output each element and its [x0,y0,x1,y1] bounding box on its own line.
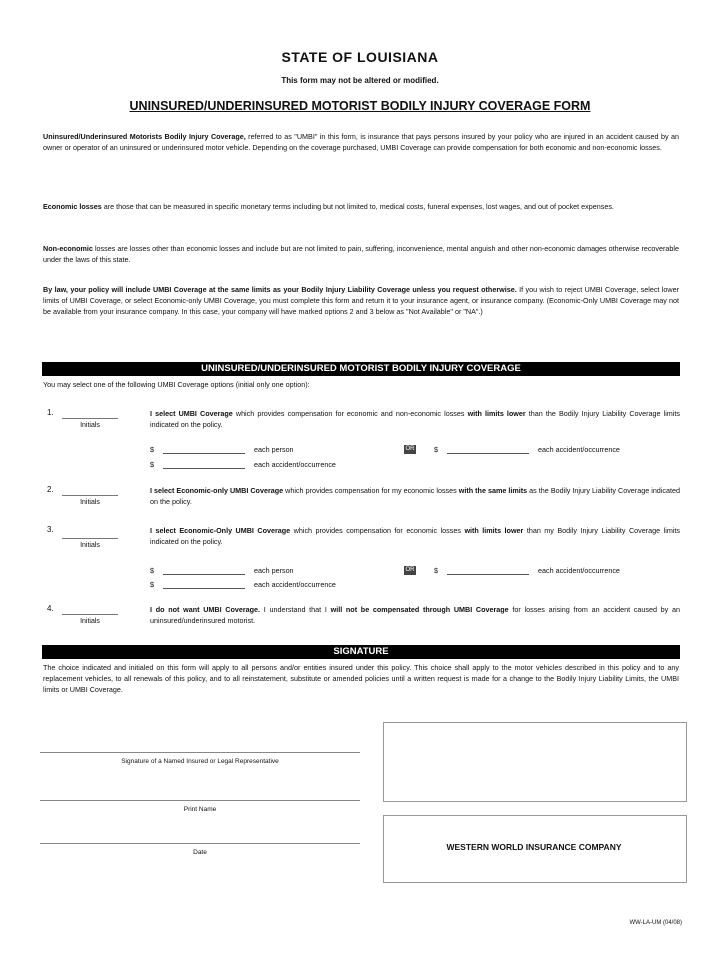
opt1-each-accident-label-a: each accident/occurrence [538,445,620,454]
intro-paragraph-economic [43,201,679,212]
option-1-initials-label: Initials [80,422,100,429]
opt1-dollar-person: $ [150,445,154,454]
opt1-each-accident-label-b: each accident/occurrence [254,460,336,469]
intro-paragraph-noneconomic [43,243,679,265]
opt3-or-marker: OR [405,567,415,573]
opt3-each-accident-field-a[interactable] [447,566,529,575]
opt1-each-person-field[interactable] [163,445,245,454]
intro-umbi-bold: Uninsured/Underinsured Motorists Bodily Injury Coverage, [43,132,246,141]
by-law-text: If you wish to reject UMBI Coverage, select lower limits of UMBI Coverage, or select Economic-only UMBI Coverage, you must complete this form and return it to your insurance agent, or insurance company. (Economic-Only UMBI Coverage may not be available from your insurance company. In this case, your company will have marked options 2 and 3 below as "Not Available" or "NA".) [43,285,679,316]
option-1-text: I select UMBI Coverage which provides compensation for economic and non-economic losses with limits lower than the Bodily Injury Liability Coverage limits indicated on the policy. [150,409,680,429]
opt3-each-accident-label-a: each accident/occurrence [538,566,620,575]
signature-line[interactable] [40,752,360,753]
opt3-dollar-person: $ [150,566,154,575]
option-2-text: I select Economic-only UMBI Coverage which provides compensation for my economic losses with the same limits as the Bodily Injury Liability Coverage indicated on the policy. [150,486,680,506]
opt3-each-accident-label-b: each accident/occurrence [254,580,336,589]
option-2-initials-label: Initials [80,499,100,506]
noneconomic-bold: Non-economic [43,244,93,253]
intro-paragraph-umbi [43,131,679,153]
option-4-initial-line[interactable] [62,614,118,615]
intro-paragraph-by-law [43,284,679,317]
date-label: Date [193,849,207,856]
option-2-initial-line[interactable] [62,495,118,496]
opt3-each-person-label: each person [254,566,294,575]
signature-paragraph: The choice indicated and initialed on this form will apply to all persons and/or entities insured under this policy. This choice shall apply to the motor vehicles described in this policy and to any replacement vehicles, to all renewals of this policy, and to all reinstatement, substitute or amended policies until a written request is made for a change to the Bodily Injury Liability Limits, the UMBI limits or UMBI Coverage. [43,663,679,694]
option-3-initials-label: Initials [80,542,100,549]
option-1-initial-line[interactable] [62,418,118,419]
opt3-dollar-accident: $ [434,566,438,575]
opt1-or-marker: OR [405,446,415,452]
opt3-dollar-accident-b: $ [150,580,154,589]
coverage-instruction: You may select one of the following UMBI Coverage options (initial only one option): [43,380,310,389]
intro-umbi-text: referred to as "UMBI" in this form, is insurance that pays persons insured by your policy who are injured in an accident caused by an owner or operator of an uninsured or underinsured motor vehicle. Depending on the coverage purchased, UMBI Coverage can provide compensation for both economic and non-economic losses. [43,132,679,152]
company-name: WESTERN WORLD INSURANCE COMPANY [446,842,622,852]
print-name-label: Print Name [183,806,217,813]
signature-section-bar: SIGNATURE [42,645,680,659]
opt1-dollar-accident: $ [434,445,438,454]
economic-bold: Economic losses [43,202,102,211]
form-number: WW-LA-UM (04/08) [629,920,682,926]
opt1-each-accident-field-a[interactable] [447,445,529,454]
date-line[interactable] [40,843,360,844]
alteration-notice: This form may not be altered or modified. [281,76,439,85]
opt3-each-accident-field-b[interactable] [163,580,245,589]
option-3-initial-line[interactable] [62,538,118,539]
noneconomic-text: losses are losses other than economic losses and include but are not limited to pain, suffering, inconvenience, mental anguish and other non-economic damages otherwise recoverable under the laws of this state. [43,244,679,264]
policy-info-box [383,722,687,802]
print-name-line[interactable] [40,800,360,801]
coverage-section-bar: UNINSURED/UNDERINSURED MOTORIST BODILY INJURY COVERAGE [42,362,680,376]
option-2-number: 2. [47,485,54,494]
opt1-dollar-accident-b: $ [150,460,154,469]
option-3-number: 3. [47,525,54,534]
opt1-each-accident-field-b[interactable] [163,460,245,469]
by-law-bold: By law, your policy will include UMBI Coverage at the same limits as your Bodily Injury Liability Coverage unless you request otherwise. [43,285,517,294]
state-heading: STATE OF LOUISIANA [281,49,439,65]
option-1-number: 1. [47,408,54,417]
signature-label: Signature of a Named Insured or Legal Representative [121,758,279,765]
option-4-initials-label: Initials [80,618,100,625]
opt3-each-person-field[interactable] [163,566,245,575]
form-title: UNINSURED/UNDERINSURED MOTORIST BODILY INJURY COVERAGE FORM [129,99,591,113]
option-3-text: I select Economic-Only UMBI Coverage which provides compensation for economic losses with limits lower than my Bodily Injury Liability Coverage limits indicated on the policy. [150,526,680,546]
opt1-each-person-label: each person [254,445,294,454]
economic-text: are those that can be measured in specific monetary terms including but not limited to, medical costs, funeral expenses, lost wages, and out of pocket expenses. [101,202,614,211]
option-4-number: 4. [47,604,54,613]
option-4-text: I do not want UMBI Coverage. I understand that I will not be compensated through UMBI Coverage for losses arising from an accident caused by an uninsured/underinsured motorist. [150,605,680,625]
